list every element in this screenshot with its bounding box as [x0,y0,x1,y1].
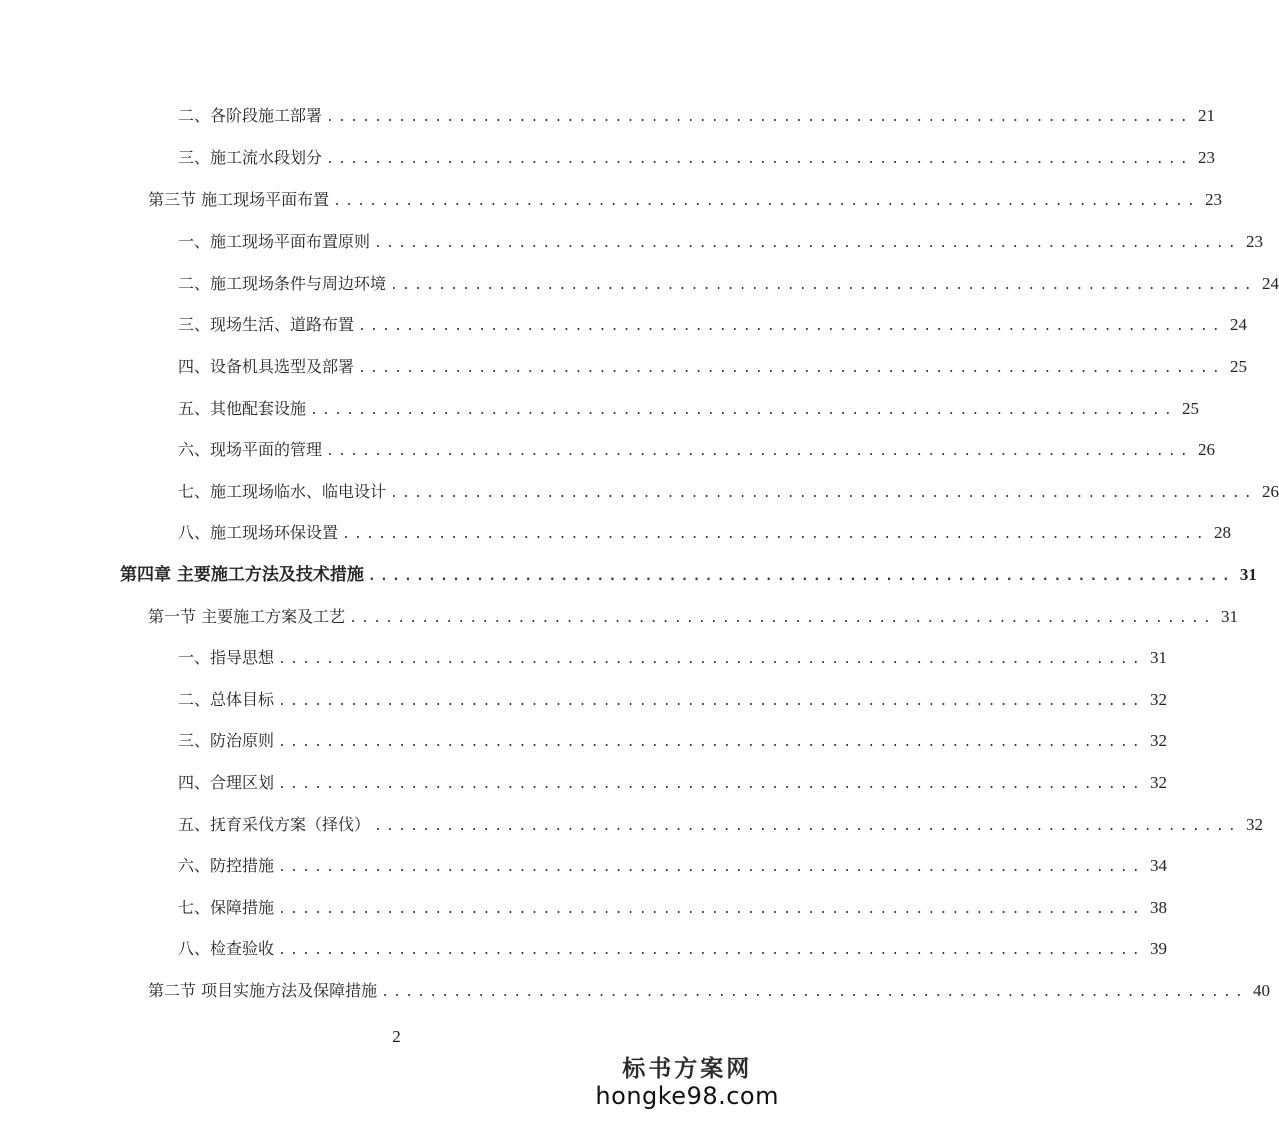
toc-entry[interactable] [178,856,1167,878]
toc-leader-dots: ........................................................................ [310,403,1176,418]
toc-leader-dots: ........................................................................ [381,985,1248,1000]
toc-entry-label: 一、指导思想 [178,648,275,667]
toc-entry[interactable] [178,939,1167,961]
toc-entry[interactable] [178,523,1231,545]
toc-entry-page: 32 [1149,731,1167,750]
toc-entry-label: 七、保障措施 [178,898,275,917]
toc-entry-label: 第二节 项目实施方法及保障措施 [148,981,378,1000]
toc-leader-dots: ........................................................................ [333,194,1200,209]
toc-entry-page: 32 [1149,773,1167,792]
toc-entry-label: 六、现场平面的管理 [178,440,323,459]
toc-leader-dots: ........................................................................ [278,902,1144,917]
toc-leader-dots: ........................................................................ [326,152,1192,167]
toc-entry-label: 四、设备机具选型及部署 [178,357,355,376]
toc-entry-page: 23 [1197,148,1215,167]
toc-leader-dots: ........................................................................ [374,236,1240,251]
toc-leader-dots: ........................................................................ [349,611,1216,626]
toc-entry-page: 21 [1197,106,1215,125]
toc-entry-page: 23 [1205,190,1223,209]
toc-entry-page: 31 [1149,648,1167,667]
toc-entry-page: 23 [1245,232,1263,251]
toc-entry-label: 八、检查验收 [178,939,275,958]
toc-entry[interactable] [178,898,1167,920]
toc-entry[interactable] [178,274,1279,296]
toc-entry[interactable] [148,190,1223,212]
toc-entry-page: 25 [1181,399,1199,418]
toc-entry-page: 31 [1239,565,1257,584]
toc-entry-page: 24 [1261,274,1279,293]
toc-leader-dots: ........................................................................ [358,319,1224,334]
toc-entry-label: 三、现场生活、道路布置 [178,315,355,334]
toc-leader-dots: ........................................................................ [278,777,1144,792]
toc-entry-label: 第一节 主要施工方案及工艺 [148,607,346,626]
toc-leader-dots: ........................................................................ [278,735,1144,750]
toc-entry[interactable] [178,648,1167,670]
toc-entry-label: 第三节 施工现场平面布置 [148,190,330,209]
toc-entry-label: 五、其他配套设施 [178,399,307,418]
toc-entry-page: 24 [1229,315,1247,334]
toc-entry-page: 26 [1261,482,1279,501]
toc-entry-label: 第四章 主要施工方法及技术措施 [120,565,364,585]
toc-chapter-entry[interactable] [120,565,1257,587]
toc-entry-label: 三、防治原则 [178,731,275,750]
toc-entry-label: 二、各阶段施工部署 [178,106,323,125]
toc-leader-dots: ........................................................................ [278,860,1144,875]
toc-entry-label: 二、施工现场条件与周边环境 [178,274,387,293]
toc-entry[interactable] [178,690,1167,712]
watermark-name: 标书方案网 [622,1055,753,1082]
toc-entry-label: 四、合理区划 [178,773,275,792]
toc-entry-page: 38 [1149,898,1167,917]
toc-entry[interactable] [148,981,1271,1003]
toc-entry[interactable] [178,773,1167,795]
toc-entry[interactable] [178,399,1199,421]
toc-leader-dots: ........................................................................ [326,444,1192,459]
toc-entry-page: 32 [1245,815,1263,834]
toc-entry-page: 25 [1229,357,1247,376]
toc-leader-dots: ........................................................................ [367,569,1234,584]
toc-entry[interactable] [178,148,1215,170]
toc-leader-dots: ........................................................................ [358,361,1224,376]
toc-leader-dots: ........................................................................ [278,943,1144,958]
watermark-url: hongke98.com [595,1082,779,1110]
toc-entry-page: 32 [1149,690,1167,709]
toc-entry-label: 五、抚育采伐方案（择伐） [178,815,371,834]
toc-entry-label: 七、施工现场临水、临电设计 [178,482,387,501]
toc-entry-page: 28 [1213,523,1231,542]
toc-entry-label: 一、施工现场平面布置原则 [178,232,371,251]
watermark [595,1056,779,1110]
toc-entry-page: 31 [1221,607,1239,626]
toc-leader-dots: ........................................................................ [342,527,1208,542]
toc-entry-label: 六、防控措施 [178,856,275,875]
toc-entry-label: 三、施工流水段划分 [178,148,323,167]
toc-leader-dots: ........................................................................ [390,278,1256,293]
toc-entry-page: 34 [1149,856,1167,875]
toc-entry-page: 39 [1149,939,1167,958]
page-number: 2 [392,1027,401,1046]
toc-entry-page: 26 [1197,440,1215,459]
toc-entry[interactable] [148,607,1239,629]
toc-entry-label: 八、施工现场环保设置 [178,523,339,542]
toc-entry[interactable] [178,482,1279,504]
toc-leader-dots: ........................................................................ [374,819,1240,834]
toc-entry[interactable] [178,106,1215,128]
toc-entry[interactable] [178,357,1247,379]
toc-entry[interactable] [178,731,1167,753]
toc-entry-label: 二、总体目标 [178,690,275,709]
toc-leader-dots: ........................................................................ [390,486,1256,501]
toc-leader-dots: ........................................................................ [278,694,1144,709]
toc-leader-dots: ........................................................................ [278,652,1144,667]
toc-entry[interactable] [178,315,1247,337]
toc-entry[interactable] [178,232,1263,254]
toc-entry[interactable] [178,815,1263,837]
toc-entry[interactable] [178,440,1215,462]
toc-entry-page: 40 [1253,981,1271,1000]
toc-leader-dots: ........................................................................ [326,110,1192,125]
